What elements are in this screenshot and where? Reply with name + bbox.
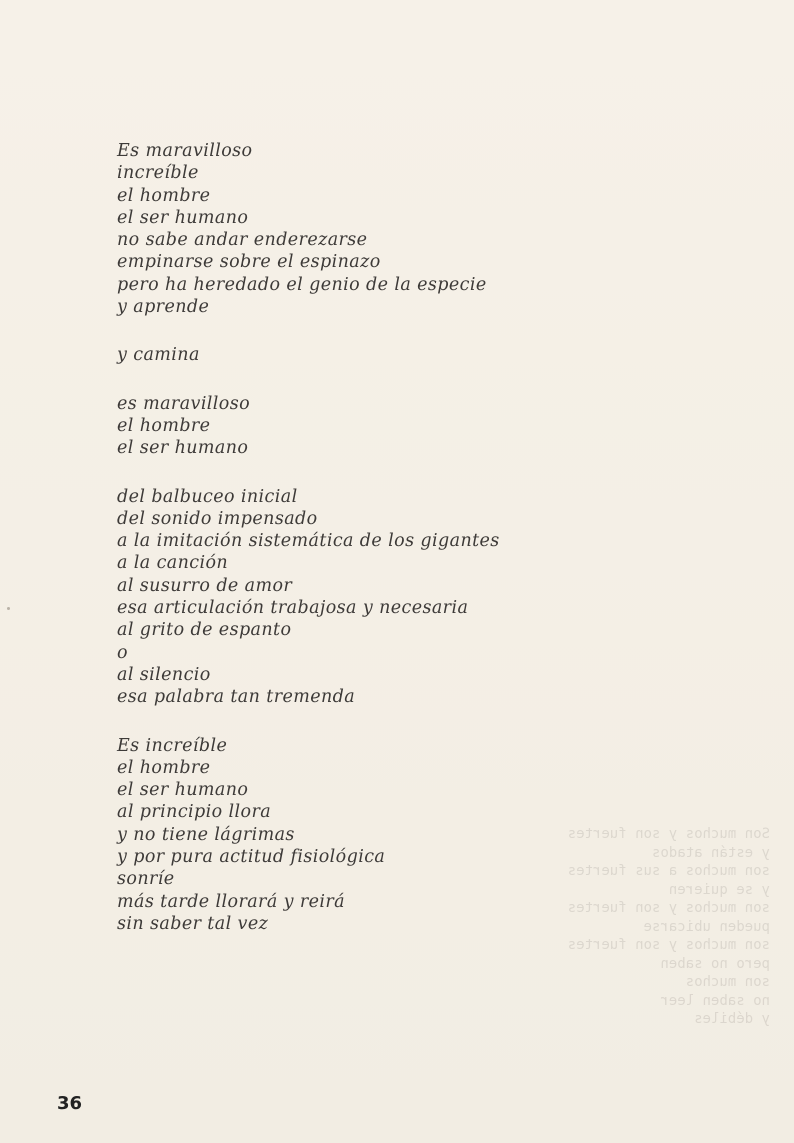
poem-line: al susurro de amor — [117, 575, 293, 596]
poem-line: el ser humano — [117, 438, 249, 459]
poem-line: a la imitación sistemática de los gigantes — [117, 531, 500, 552]
poem-line: increíble — [117, 163, 199, 184]
stanza-2 — [117, 344, 717, 366]
poem-line: empinarse sobre el espinazo — [117, 252, 381, 273]
show-through-line: y se quieren — [668, 881, 770, 898]
poem-line: el hombre — [117, 757, 211, 778]
show-through-line: y están atados — [651, 844, 770, 861]
show-through-line: no saben leer — [660, 992, 770, 1009]
poem-line: a la canción — [117, 553, 229, 574]
show-through-line: pero no saben — [660, 955, 770, 972]
poem-line: al silencio — [117, 664, 211, 685]
show-through-line: pueden ubicarse — [643, 918, 770, 935]
paper-speck — [7, 607, 10, 610]
poem-line: y no tiene lágrimas — [117, 824, 295, 845]
poem-line: más tarde llorará y reirá — [117, 891, 345, 912]
poem-line: el ser humano — [117, 780, 249, 801]
poem-line: esa articulación trabajosa y necesaria — [117, 598, 469, 619]
poem-line: del balbuceo inicial — [117, 486, 298, 507]
poem-line: al grito de espanto — [117, 620, 292, 641]
poem-line: el ser humano — [117, 207, 249, 228]
poem-line: Es maravilloso — [117, 141, 253, 161]
poem-line: pero ha heredado el genio de la especie — [117, 274, 487, 295]
show-through-text — [530, 825, 770, 1029]
poem-line: y camina — [117, 345, 200, 366]
stanza-3 — [117, 393, 717, 460]
poem-line: al principio llora — [117, 802, 272, 823]
show-through-line: Son muchos y son fuertes — [567, 826, 770, 842]
show-through-line: son muchos y son fuertes — [567, 900, 770, 916]
poem-line: sonríe — [117, 869, 175, 890]
poem-line: no sabe andar enderezarse — [117, 230, 368, 251]
show-through-line: son muchos a sus fuertes — [567, 863, 770, 879]
poem-line: el hombre — [117, 185, 211, 206]
poem-line: Es increíble — [117, 735, 228, 756]
show-through-line: son muchos — [685, 974, 770, 990]
poem-line: y aprende — [117, 297, 210, 318]
poem-line: sin saber tal vez — [117, 913, 269, 934]
page-number: 36 — [57, 1093, 83, 1114]
show-through-line: son muchos y son fuertes — [567, 937, 770, 953]
poem-line: del sonido impensado — [117, 508, 318, 529]
poem-line: o — [117, 642, 128, 663]
poem-line: el hombre — [117, 415, 211, 436]
stanza-4 — [117, 486, 717, 709]
show-through-line: y débiles — [694, 1011, 770, 1027]
poem-line: y por pura actitud fisiológica — [117, 847, 386, 868]
poem-line: esa palabra tan tremenda — [117, 687, 356, 708]
stanza-1 — [117, 140, 717, 318]
poem-line: es maravilloso — [117, 393, 251, 414]
